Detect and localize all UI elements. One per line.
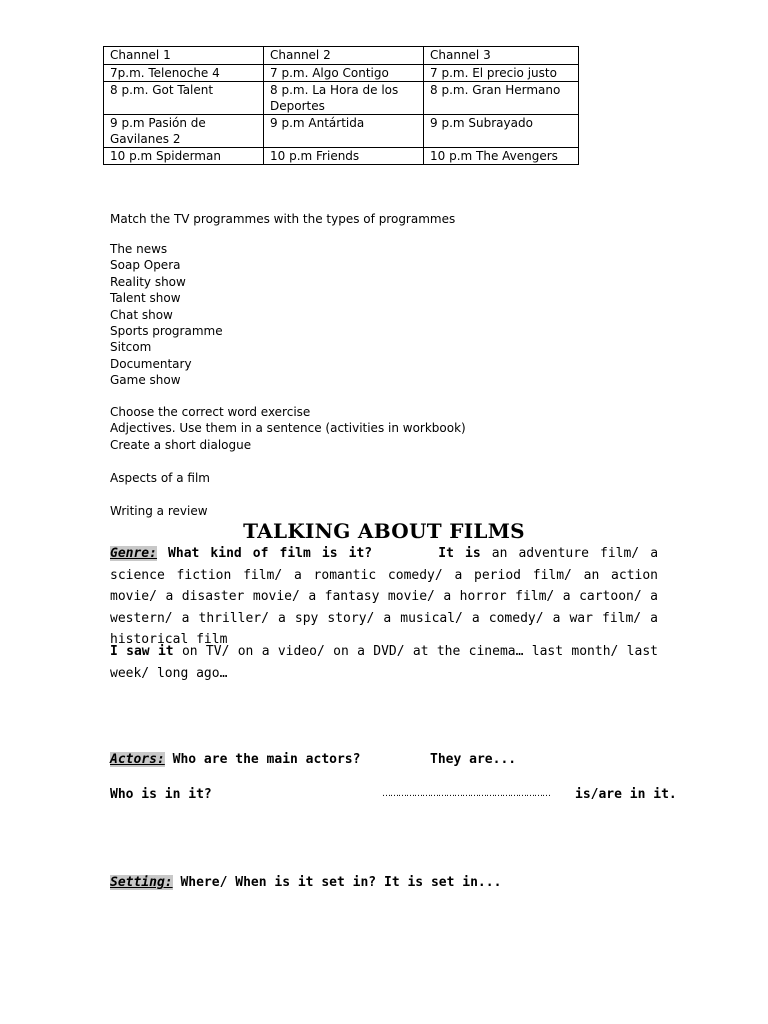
blank-dots: ………………………………………………………: [382, 789, 550, 799]
saw-paragraph: [110, 641, 658, 684]
table-cell: 7 p.m. Algo Contigo: [264, 65, 424, 82]
table-cell: 8 p.m. Gran Hermano: [424, 82, 579, 115]
list-item: Sports programme: [110, 324, 223, 339]
genre-label: Genre:: [110, 546, 157, 561]
genre-paragraph: [110, 543, 658, 651]
header-channel-3: Channel 3: [424, 47, 579, 65]
list-item: Sitcom: [110, 340, 152, 355]
list-item: Game show: [110, 373, 181, 388]
table-cell: 8 p.m. Got Talent: [104, 82, 264, 115]
table-cell: 10 p.m The Avengers: [424, 148, 579, 165]
table-row: [104, 65, 579, 82]
list-item: Documentary: [110, 356, 192, 371]
table-cell: 7p.m. Telenoche 4: [104, 65, 264, 82]
list-item: Create a short dialogue: [110, 437, 252, 452]
actors-label: Actors:: [110, 752, 165, 767]
setting-line: [110, 875, 376, 890]
list-item: Adjectives. Use them in a sentence (activities in workbook): [110, 421, 466, 436]
genre-answer-text: an adventure film/ a science fiction film/ a romantic comedy/ a period film/ an action movie/ a disaster movie/ a fantasy movie/ a horror film/ a cartoon/ a western/ a thriller/ a spy story/ a musical/ a comedy/ a war film/ a historical film: [110, 546, 659, 647]
genre-question: What kind of film is it?: [168, 546, 373, 561]
actors-question-2: Who is in it?: [110, 787, 212, 802]
table-header-row: [104, 47, 579, 65]
saw-lead: I saw it: [110, 644, 174, 659]
page-title: TALKING ABOUT FILMS: [243, 519, 525, 543]
list-item: Soap Opera: [110, 258, 181, 273]
tv-schedule-table: [103, 46, 579, 165]
programme-types-list: [110, 241, 223, 389]
list-item: Reality show: [110, 274, 186, 289]
table-row: [104, 115, 579, 148]
list-item: Chat show: [110, 307, 173, 322]
table-cell: 9 p.m Subrayado: [424, 115, 579, 148]
actors-answer: They are...: [430, 752, 517, 767]
header-channel-1: Channel 1: [104, 47, 264, 65]
table-cell: 10 p.m Spiderman: [104, 148, 264, 165]
table-cell: 7 p.m. El precio justo: [424, 65, 579, 82]
list-item: The news: [110, 242, 168, 256]
match-instruction: Match the TV programmes with the types of programmes: [110, 212, 456, 226]
actors-line: [110, 752, 360, 767]
table-cell: 8 p.m. La Hora de los Deportes: [264, 82, 424, 115]
header-channel-2: Channel 2: [264, 47, 424, 65]
actors-tail: is/are in it.: [575, 787, 677, 802]
activities-list: [110, 404, 466, 453]
table-row: [104, 148, 579, 165]
table-row: [104, 82, 579, 115]
table-cell: 9 p.m Antártida: [264, 115, 424, 148]
setting-label: Setting:: [110, 875, 173, 890]
table-cell: 10 p.m Friends: [264, 148, 424, 165]
setting-question: Where/ When is it set in?: [180, 875, 377, 890]
list-item: Choose the correct word exercise: [110, 405, 311, 419]
saw-text: on TV/ on a video/ on a DVD/ at the cinema… last month/ last week/ long ago…: [110, 644, 658, 681]
list-item: Talent show: [110, 291, 181, 306]
genre-answer-lead: It is: [438, 546, 481, 561]
setting-answer: It is set in...: [384, 875, 502, 890]
aspects-heading: Aspects of a film: [110, 471, 210, 485]
actors-question: Who are the main actors?: [172, 752, 361, 767]
review-heading: Writing a review: [110, 504, 208, 518]
table-cell: 9 p.m Pasión de Gavilanes 2: [104, 115, 264, 148]
